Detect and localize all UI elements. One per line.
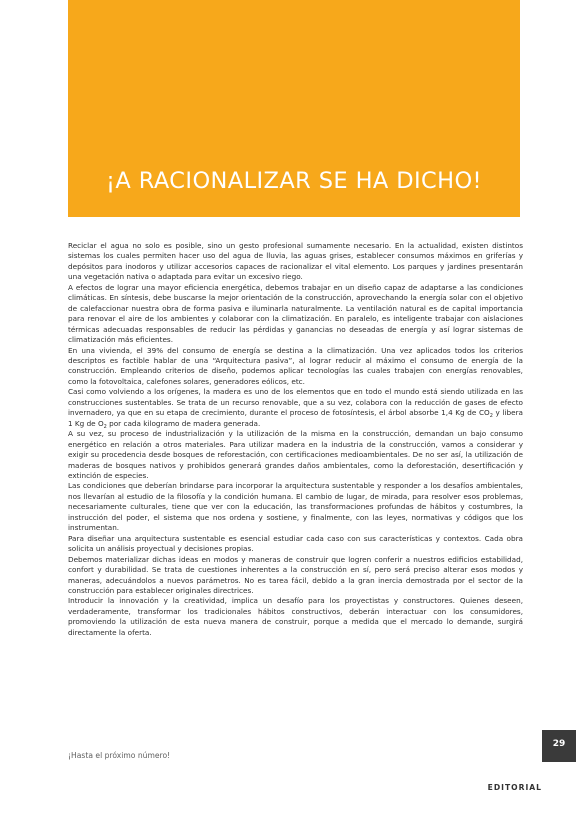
paragraph: Introducir la innovación y la creatividad, implica un desafío para los proyectistas y constructores. Quienes deseen, verdaderamente, transformar los tradicionales hábitos constructivos, deberán interactuar con los consumidores, promoviendo la utilización de esta nueva manera de construir, porque a medida que el mercado lo demande, surgirá directamente la oferta. bbox=[68, 596, 523, 637]
paragraph: Para diseñar una arquitectura sustentable es esencial estudiar cada caso con sus características y contextos. Cada obra solicita un análisis proyectual y decisiones propias. bbox=[68, 533, 523, 554]
paragraph-text: por cada kilogramo de madera generada. bbox=[106, 418, 261, 428]
paragraph: A su vez, su proceso de industrialización y la utilización de la misma en la construcción, demandan un bajo consumo energético en relación a otros materiales. Para utilizar madera en la industria de la construcción, vamos a considerar y exigir su procedencia desde bosques de reforestación, con certificaciones medioambientales. De no ser así, la utilización de maderas de bosques nativos y prohibidos generará grandes daños ambientales, como la deforestación, desertificación y extinción de especies. bbox=[68, 429, 523, 480]
paragraph-text: Casi como volviendo a los orígenes, la madera es uno de los elementos que en todo el mundo está siendo utilizada en las construcciones sustentables. Se trata de un recurso renovable, que a su vez, colabora con la reducción de gases de efecto invernadero, ya que en su etapa de crecimiento, durante el proceso de fotosíntesis, el árbol absorbe 1,4 Kg de CO bbox=[68, 387, 523, 418]
article-body bbox=[68, 241, 523, 638]
paragraph: Las condiciones que deberían brindarse para incorporar la arquitectura sustentable y responder a los desafíos ambientales, nos llevarían al estudio de la filosofía y la condición humana. El cambio de lugar, de mirada, para resolver esos problemas, necesariamente culturales, tiene que ver con la educación, las transformaciones profundas de hábitos y costumbres, la instrucción del poder, el sistema que nos ordena y sostiene, y finalmente, con las leyes, normativas y códigos que los instrumentan. bbox=[68, 481, 523, 533]
paragraph: Reciclar el agua no solo es posible, sino un gesto profesional sumamente necesario. En la actualidad, existen distintos sistemas los cuales permiten hacer uso del agua de lluvia, las aguas grises, establecer consumos máximos en griferías y depósitos para inodoros y utilizar accesorios capaces de racionalizar el vital elemento. Los parques y jardines presentarán una vegetación nativa o adaptada para evitar un excesivo riego. bbox=[68, 241, 523, 282]
section-label: EDITORIAL bbox=[487, 783, 542, 792]
article-title: ¡A RACIONALIZAR SE HA DICHO! bbox=[106, 168, 482, 194]
paragraph: Debemos materializar dichas ideas en modos y maneras de construir que logren conferir a nuestros edificios estabilidad, confort y durabilidad. Se trata de cuestiones inherentes a la construcción en sí, pero será preciso alterar esos modos y maneras, adecuándolos a nuevos parámetros. No es tarea fácil, debido a la gran inercia demostrada por el sector de la construcción para establecer originales directrices. bbox=[68, 554, 523, 595]
co2-subscript: 2 bbox=[489, 413, 493, 420]
o2-subscript: 2 bbox=[103, 423, 107, 430]
page-number-tab bbox=[542, 730, 576, 762]
page-number: 29 bbox=[552, 739, 566, 749]
paragraph: En una vivienda, el 39% del consumo de energía se destina a la climatización. Una vez aplicados todos los criterios descriptos es factible hablar de una “Arquitectura pasiva”, al lograr reducir al máximo el consumo de energía de la construcción. Empleando criterios de diseño, podemos aplicar tecnologías las cuales trabajen con energías renovables, como la fotovoltaica, calefones solares, generadores eólicos, etc. bbox=[68, 345, 523, 386]
paragraph: A efectos de lograr una mayor eficiencia energética, debemos trabajar en un diseño capaz de adaptarse a las condiciones climáticas. En síntesis, debe buscarse la mejor orientación de la construcción, aprovechando la energía solar con el objetivo de calefaccionar nuestra obra de forma pasiva e iluminarla naturalmente. La ventilación natural es de capital importancia para renovar el aire de los ambientes y colaborar con la climatización. En paralelo, es inteligente trabajar con aislaciones térmicas adecuadas responsables de reducir las pérdidas y ganancias no deseadas de energía y así lograr sistemas de climatización más eficientes. bbox=[68, 282, 523, 345]
title-banner bbox=[68, 0, 520, 217]
paragraph-text: y libera 1 Kg de O bbox=[68, 408, 523, 428]
closing-line: ¡Hasta el próximo número! bbox=[68, 751, 171, 760]
paragraph bbox=[68, 387, 523, 429]
